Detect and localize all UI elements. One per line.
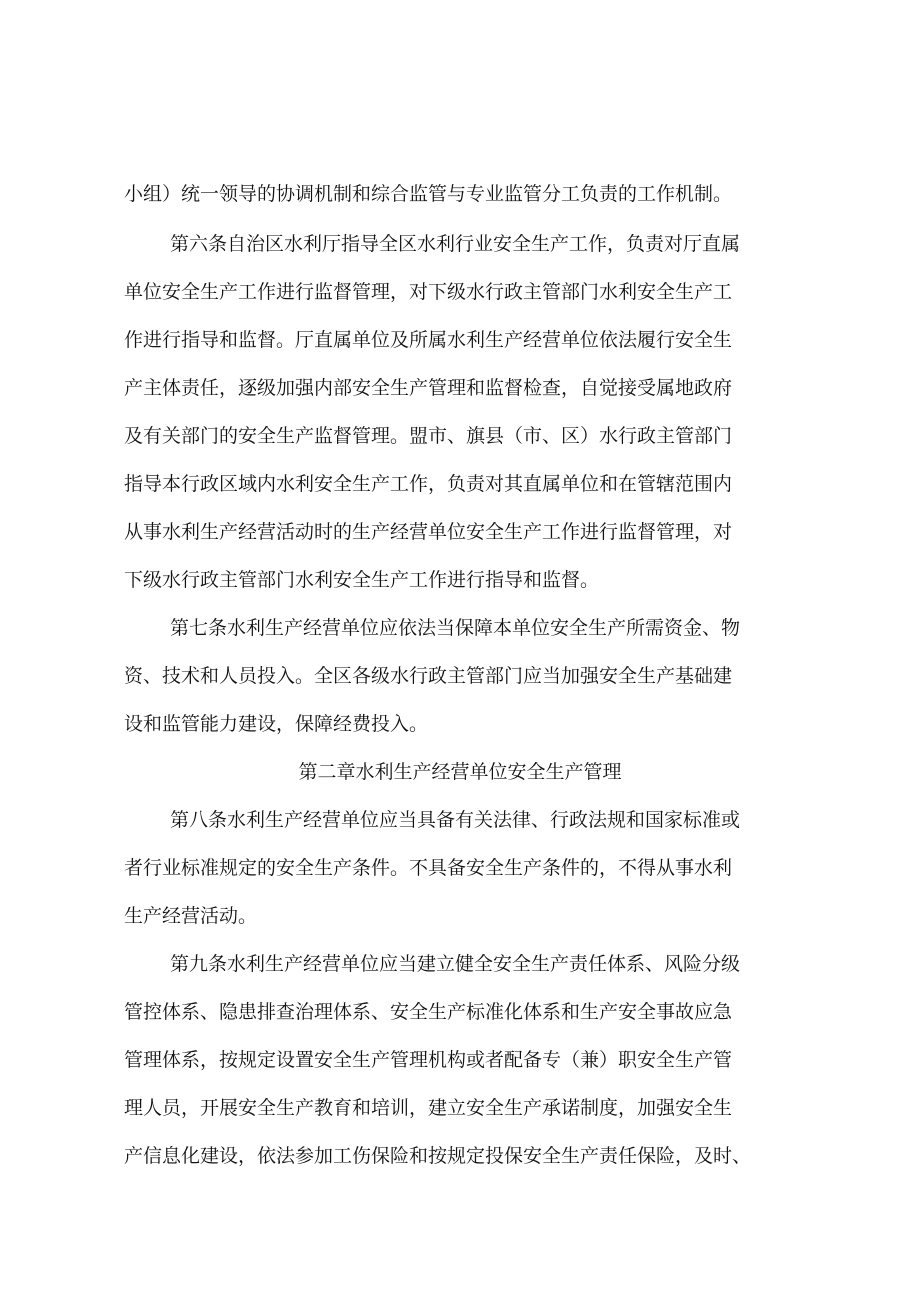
chapter-heading: 第二章水利生产经营单位安全生产管理 xyxy=(298,761,622,783)
article-8-line: 生产经营活动。 xyxy=(124,905,258,927)
article-8-line: 者行业标准规定的安全生产条件。不具备安全生产条件的，不得从事水利 xyxy=(124,857,733,879)
article-9-line: 管控体系、隐患排查治理体系、安全生产标准化体系和生产安全事故应急 xyxy=(124,1001,733,1023)
article-6-line: 从事水利生产经营活动时的生产经营单位安全生产工作进行监督管理，对 xyxy=(124,521,733,543)
article-8-line: 第八条水利生产经营单位应当具备有关法律、行政法规和国家标准或 xyxy=(170,809,741,831)
article-6-line: 产主体责任，逐级加强内部安全生产管理和监督检查，自觉接受属地政府 xyxy=(124,377,733,399)
article-7-line: 第七条水利生产经营单位应依法当保障本单位安全生产所需资金、物 xyxy=(170,617,741,639)
article-6-line: 作进行指导和监督。厅直属单位及所属水利生产经营单位依法履行安全生 xyxy=(124,329,733,351)
article-6-line: 下级水行政主管部门水利安全生产工作进行指导和监督。 xyxy=(124,569,600,591)
article-6-line: 指导本行政区域内水利安全生产工作，负责对其直属单位和在管辖范围内 xyxy=(124,473,733,495)
article-9-line: 管理体系，按规定设置安全生产管理机构或者配备专（兼）职安全生产管 xyxy=(124,1049,733,1071)
article-9-line: 第九条水利生产经营单位应当建立健全安全生产责任体系、风险分级 xyxy=(170,953,741,975)
article-6-line: 第六条自治区水利厅指导全区水利行业安全生产工作，负责对厅直属 xyxy=(170,233,741,255)
article-9-line: 产信息化建设，依法参加工伤保险和按规定投保安全生产责任保险，及时、 xyxy=(124,1145,752,1167)
article-9-line: 理人员，开展安全生产教育和培训，建立安全生产承诺制度，加强安全生 xyxy=(124,1097,733,1119)
article-7-line: 设和监管能力建设，保障经费投入。 xyxy=(124,713,429,735)
article-6-line: 及有关部门的安全生产监督管理。盟市、旗县（市、区）水行政主管部门 xyxy=(124,425,733,447)
article-7-line: 资、技术和人员投入。全区各级水行政主管部门应当加强安全生产基础建 xyxy=(124,665,733,687)
text-line-continuation: 小组）统一领导的协调机制和综合监管与专业监管分工负责的工作机制。 xyxy=(124,183,733,205)
article-6-line: 单位安全生产工作进行监督管理，对下级水行政主管部门水利安全生产工 xyxy=(124,281,733,303)
